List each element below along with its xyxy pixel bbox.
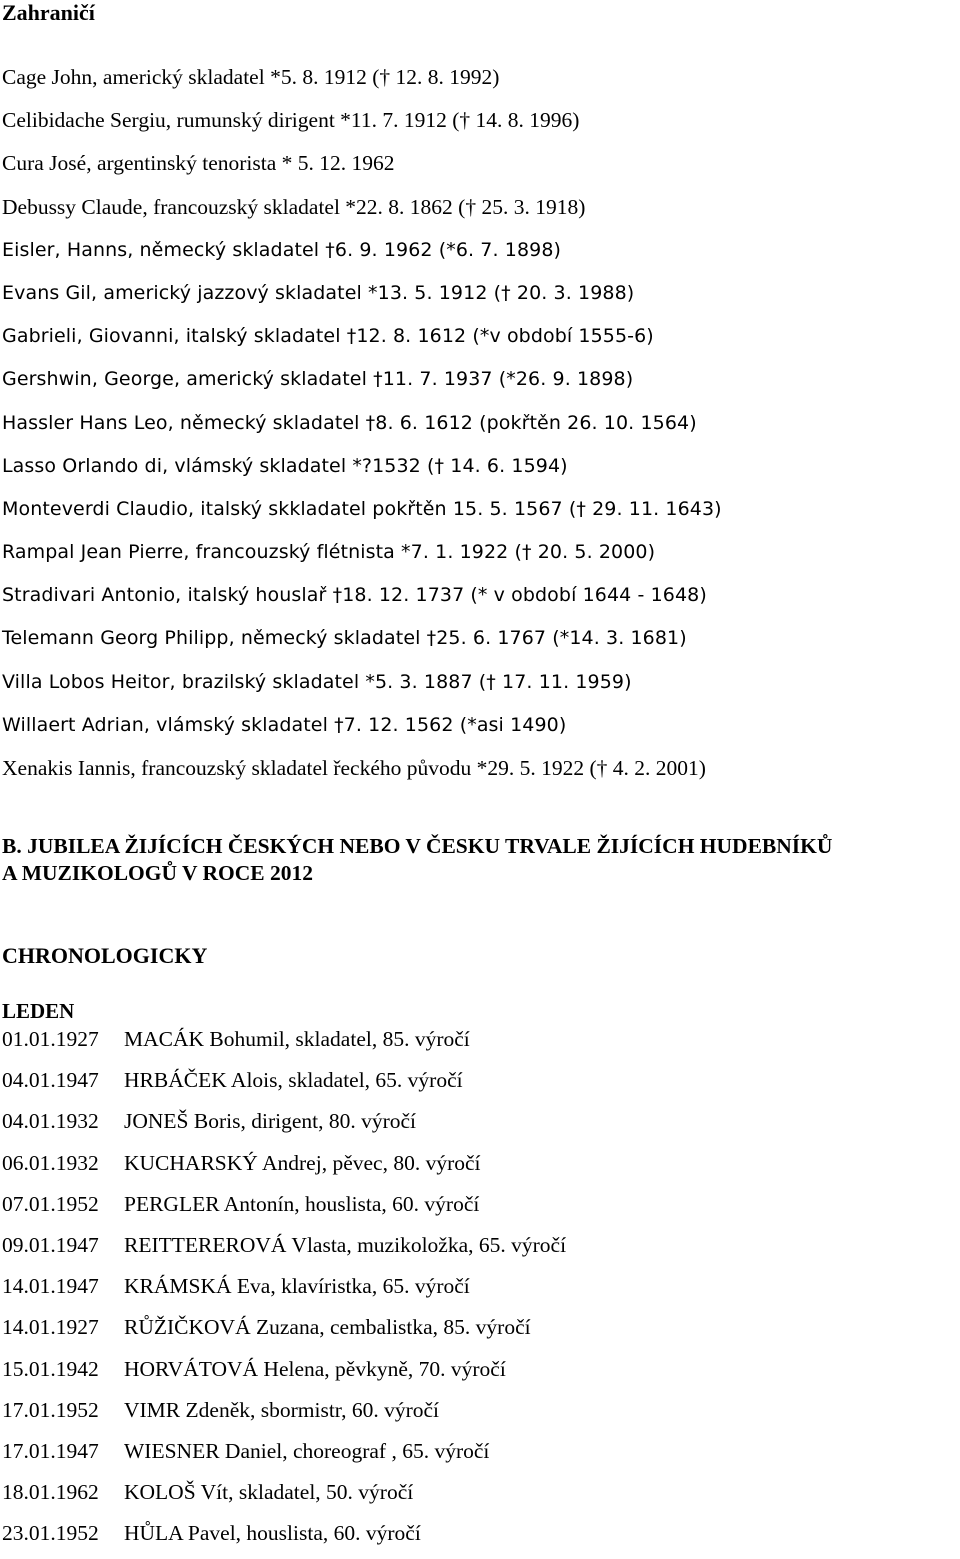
chronology-heading: CHRONOLOGICKY bbox=[2, 943, 208, 968]
jubilee-entry bbox=[2, 1518, 566, 1559]
jubilee-entry bbox=[2, 1230, 566, 1271]
month-heading: LEDEN bbox=[2, 999, 75, 1023]
jubilee-entries-list bbox=[2, 1024, 566, 1559]
entry-date: 14.01.1927 bbox=[2, 1315, 99, 1340]
entry-date: 09.01.1947 bbox=[2, 1232, 99, 1257]
jubilee-entry bbox=[2, 1024, 566, 1065]
entry-description: VIMR Zdeněk, sbormistr, 60. výročí bbox=[124, 1397, 440, 1422]
abroad-entry: Cage John, americký skladatel *5. 8. 1912 († 12. 8. 1992) bbox=[2, 65, 500, 89]
entry-description: HORVÁTOVÁ Helena, pěvkyně, 70. výročí bbox=[124, 1356, 506, 1381]
abroad-entry: Villa Lobos Heitor, brazilský skladatel *5. 3. 1887 († 17. 11. 1959) bbox=[2, 670, 632, 693]
jubilee-entry bbox=[2, 1189, 566, 1230]
section-b-heading-line-1: B. JUBILEA ŽIJÍCÍCH ČESKÝCH NEBO V ČESKU TRVALE ŽIJÍCÍCH HUDEBNÍKŮ bbox=[2, 834, 833, 858]
abroad-entry: Gabrieli, Giovanni, italský skladatel †12. 8. 1612 (*v období 1555-6) bbox=[2, 325, 654, 348]
abroad-entry: Lasso Orlando di, vlámský skladatel *?1532 († 14. 6. 1594) bbox=[2, 454, 568, 477]
entry-date: 04.01.1932 bbox=[2, 1109, 99, 1134]
jubilee-entry bbox=[2, 1271, 566, 1312]
entry-date: 01.01.1927 bbox=[2, 1027, 99, 1051]
entry-date: 15.01.1942 bbox=[2, 1356, 99, 1381]
abroad-entry: Eisler, Hanns, německý skladatel †6. 9. 1962 (*6. 7. 1898) bbox=[2, 238, 562, 261]
jubilee-entry bbox=[2, 1065, 566, 1106]
abroad-entry: Hassler Hans Leo, německý skladatel †8. 6. 1612 (pokřtěn 26. 10. 1564) bbox=[2, 411, 697, 434]
entry-date: 17.01.1952 bbox=[2, 1397, 99, 1422]
abroad-entry: Xenakis Iannis, francouzský skladatel řeckého původu *29. 5. 1922 († 4. 2. 2001) bbox=[2, 756, 706, 780]
entry-date: 18.01.1962 bbox=[2, 1480, 99, 1505]
jubilee-entry bbox=[2, 1106, 566, 1147]
jubilee-entry bbox=[2, 1354, 566, 1395]
entry-description: MACÁK Bohumil, skladatel, 85. výročí bbox=[124, 1027, 470, 1051]
entry-description: RŮŽIČKOVÁ Zuzana, cembalistka, 85. výročí bbox=[124, 1315, 531, 1340]
jubilee-entry bbox=[2, 1436, 566, 1477]
entry-description: HRBÁČEK Alois, skladatel, 65. výročí bbox=[124, 1068, 463, 1093]
section-b-heading-line-2: A MUZIKOLOGŮ V ROCE 2012 bbox=[2, 861, 313, 885]
section-heading-abroad: Zahraničí bbox=[2, 0, 95, 25]
entry-date: 07.01.1952 bbox=[2, 1191, 99, 1216]
abroad-entry: Rampal Jean Pierre, francouzský flétnista *7. 1. 1922 († 20. 5. 2000) bbox=[2, 541, 656, 564]
section-b-heading bbox=[2, 833, 958, 887]
entry-description: REITTEREROVÁ Vlasta, muzikoložka, 65. výročí bbox=[124, 1232, 567, 1257]
entry-date: 14.01.1947 bbox=[2, 1274, 99, 1299]
abroad-entry: Gershwin, George, americký skladatel †11. 7. 1937 (*26. 9. 1898) bbox=[2, 368, 634, 391]
abroad-entry: Evans Gil, americký jazzový skladatel *13. 5. 1912 († 20. 3. 1988) bbox=[2, 281, 635, 304]
entry-date: 23.01.1952 bbox=[2, 1521, 99, 1546]
abroad-entry: Debussy Claude, francouzský skladatel *22. 8. 1862 († 25. 3. 1918) bbox=[2, 194, 586, 219]
abroad-entry: Monteverdi Claudio, italský skkladatel pokřtěn 15. 5. 1567 († 29. 11. 1643) bbox=[2, 497, 722, 520]
abroad-entry: Stradivari Antonio, italský houslař †18. 12. 1737 (* v období 1644 - 1648) bbox=[2, 584, 707, 607]
entry-description: HŮLA Pavel, houslista, 60. výročí bbox=[124, 1521, 421, 1546]
entry-description: JONEŠ Boris, dirigent, 80. výročí bbox=[124, 1109, 417, 1134]
entry-date: 17.01.1947 bbox=[2, 1438, 99, 1463]
jubilee-entry bbox=[2, 1395, 566, 1436]
entry-date: 04.01.1947 bbox=[2, 1068, 99, 1093]
entry-date: 06.01.1932 bbox=[2, 1150, 99, 1175]
jubilee-entry bbox=[2, 1312, 566, 1353]
entry-description: KUCHARSKÝ Andrej, pěvec, 80. výročí bbox=[124, 1150, 481, 1175]
jubilee-entry bbox=[2, 1148, 566, 1189]
abroad-anniversaries-list bbox=[2, 62, 722, 796]
jubilee-entry bbox=[2, 1477, 566, 1518]
abroad-entry: Willaert Adrian, vlámský skladatel †7. 12. 1562 (*asi 1490) bbox=[2, 713, 567, 736]
entry-description: KRÁMSKÁ Eva, klavíristka, 65. výročí bbox=[124, 1274, 470, 1299]
entry-description: KOLOŠ Vít, skladatel, 50. výročí bbox=[124, 1480, 414, 1505]
abroad-entry: Cura José, argentinský tenorista * 5. 12. 1962 bbox=[2, 151, 395, 176]
entry-description: WIESNER Daniel, choreograf , 65. výročí bbox=[124, 1438, 490, 1463]
abroad-entry: Celibidache Sergiu, rumunský dirigent *11. 7. 1912 († 14. 8. 1996) bbox=[2, 108, 580, 133]
entry-description: PERGLER Antonín, houslista, 60. výročí bbox=[124, 1191, 480, 1216]
abroad-entry: Telemann Georg Philipp, německý skladatel †25. 6. 1767 (*14. 3. 1681) bbox=[2, 627, 687, 650]
